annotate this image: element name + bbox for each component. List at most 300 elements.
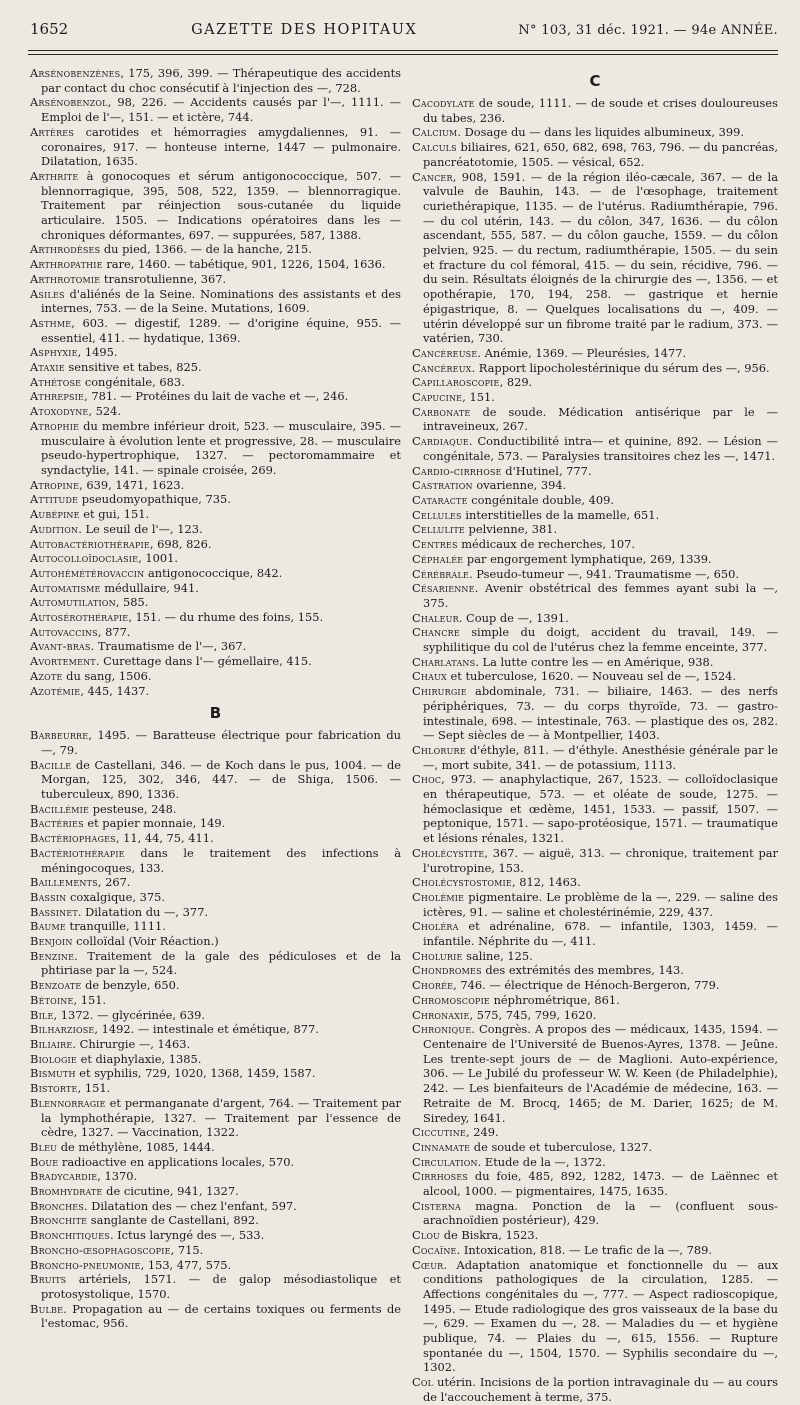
entry-text: , 877.	[97, 624, 131, 639]
page-header	[30, 20, 778, 48]
index-entry	[30, 595, 401, 610]
index-entry	[412, 125, 778, 140]
entry-text: de cicutine, 941, 1327.	[102, 1184, 239, 1199]
entry-term: Atoxodyne	[30, 404, 89, 419]
entry-term: Athrepsie	[30, 389, 85, 404]
index-entry	[412, 581, 778, 610]
entry-term: Chaleur	[412, 610, 459, 625]
entry-term: Chancre	[412, 625, 460, 640]
entry-text: . Dilatation du —, 377.	[77, 904, 209, 919]
entry-term: Ciccutine	[412, 1125, 466, 1140]
index-entry	[30, 1272, 401, 1301]
entry-term: Cholémie	[412, 889, 465, 904]
entry-text: , 698, 826.	[149, 536, 212, 551]
entry-text: . Ictus laryngé des —, 533.	[109, 1228, 265, 1243]
entry-term: Cellulite	[412, 522, 465, 537]
index-column-right	[412, 66, 778, 1404]
entry-text: et permanganate d'argent, 764. — Traitement par la lymphothérapie, 1327. — Traitement par l'essence de cèdre, 1327. — Vaccination, 1322.	[41, 1095, 401, 1140]
entry-text: du foie, 485, 892, 1282, 1473. — de Laënnec et alcool, 1000. — pigmentaires, 1475, 1635.	[423, 1169, 778, 1199]
entry-term: Bradycardie	[30, 1169, 98, 1184]
entry-text: , 267.	[97, 875, 131, 890]
index-entry	[30, 802, 401, 817]
entry-term: Benzoate	[30, 978, 82, 993]
entry-text: antigonococcique, 842.	[144, 565, 283, 580]
section-letter: B	[209, 704, 222, 723]
index-entry	[30, 492, 401, 507]
index-entry	[30, 1213, 401, 1228]
index-entry	[412, 743, 778, 772]
index-entry	[412, 508, 778, 523]
entry-term: Azote	[30, 668, 63, 683]
entry-term: Bactériothérapie	[30, 845, 125, 860]
index-entry	[412, 978, 778, 993]
index-entry	[30, 1081, 401, 1096]
index-entry	[412, 919, 778, 948]
entry-text: . Etude de la —, 1372.	[477, 1154, 606, 1169]
entry-text: ovarienne, 394.	[472, 478, 567, 493]
entry-text: , 153, 477, 575.	[140, 1257, 232, 1272]
entry-term: Cholécystostomie	[412, 875, 512, 890]
entry-text: à gonocoques et sérum antigonococcique, 507. — blennorragique, 395, 508, 522, 1359. — blennorragique. Traitement par réinjection sous-cutanée du liquide articulaire. 1505. — Indications opératoires dans les — chroniques déformantes, 697. — suppurées, 587, 1388.	[41, 168, 401, 242]
entry-text: pigmentaire. Le problème de la —, 229. — saline des ictères, 91. — saline et cholestérinémie, 229, 437.	[423, 889, 778, 919]
index-entry	[412, 464, 778, 479]
issue-info: N° 103, 31 déc. 1921. — 94e ANNÉE.	[518, 23, 778, 38]
entry-text: congénitale, 683.	[81, 374, 185, 389]
index-entry	[412, 140, 778, 169]
entry-term: Bulbe	[30, 1301, 64, 1316]
index-entry	[412, 537, 778, 552]
entry-text: . Rapport lipocholestérinique du sérum des —, 956.	[471, 360, 770, 375]
entry-term: Col	[412, 1375, 434, 1390]
index-entry	[412, 552, 778, 567]
entry-text: , 151.	[73, 992, 107, 1007]
index-entry	[30, 125, 401, 169]
entry-text: , 715.	[170, 1242, 204, 1257]
entry-term: Centres	[412, 537, 458, 552]
journal-title: GAZETTE DES HOPITAUX	[191, 22, 418, 38]
index-entry	[30, 1140, 401, 1155]
entry-term: Bilharziose	[30, 1022, 95, 1037]
entry-term: Avortement	[30, 654, 96, 669]
index-entry	[30, 978, 401, 993]
entry-text: , 973. — anaphylactique, 267, 1523. — colloïdoclasique en thérapeutique, 573. — et oléate de soude, 1275. — hémoclasique et œdème, 1451, 1533. — passif, 1507. — peptonique, 1571. — sapo-protéosique, 1571. — traumatique et lésions rénales, 1321.	[423, 772, 778, 846]
entry-term: Bismuth	[30, 1066, 76, 1081]
entry-text: , 829.	[499, 375, 533, 390]
entry-text: , 812, 1463.	[511, 875, 581, 890]
entry-term: Circulation	[412, 1154, 478, 1169]
entry-term: Cardiaque	[412, 434, 469, 449]
index-entry	[30, 478, 401, 493]
entry-text: du membre inférieur droit, 523. — musculaire, 395. — musculaire à évolution lente et progressive, 28. — musculaire pseudo-hypertrophique, 1327. — pectoromammaire et syndactylie, 141. — spinale croisée, 269.	[41, 418, 401, 477]
index-entry	[412, 669, 778, 684]
index-entry	[412, 684, 778, 743]
index-entry	[412, 375, 778, 390]
entry-term: Baume	[30, 919, 66, 934]
index-entry	[30, 419, 401, 478]
entry-text: des extrémités des membres, 143.	[481, 963, 684, 978]
entry-text: biliaires, 621, 650, 682, 698, 763, 796. — du pancréas, pancréatotomie, 1505. — vésical, 652.	[423, 140, 778, 169]
index-entry	[30, 639, 401, 654]
entry-text: . Anémie, 1369. — Pleurésies, 1477.	[477, 345, 687, 360]
index-entry	[30, 522, 401, 537]
index-entry	[30, 404, 401, 419]
entry-term: Clou	[412, 1228, 441, 1243]
entry-term: Audition	[30, 521, 79, 536]
entry-term: Carbonate	[412, 404, 471, 419]
entry-term: Bronches	[30, 1198, 84, 1213]
index-entry	[30, 993, 401, 1008]
entry-text: , 1001.	[138, 551, 179, 566]
index-entry	[412, 890, 778, 919]
entry-text: , 11, 44, 75, 411.	[115, 831, 214, 846]
index-entry	[30, 1022, 401, 1037]
entry-term: Atrophie	[30, 418, 80, 433]
index-entry	[412, 1199, 778, 1228]
entry-text: . Congrès. A propos des — médicaux, 1435, 1594. — Centenaire de l'Université de Buenos-Ayres, 1378. — Jeûne. Les trente-sept jours de — de Maglioni. Auto-expérience, 306. — Le Jubilé du professeur W. W. Keen (de Philadelphie), 242. — Les bienfaiteurs de l'Académie de médecine, 163. — Retraite de M. Brocq, 1465; de M. Darier, 1625; de M. Siredey, 1641.	[423, 1022, 778, 1125]
entry-text: . Adaptation anatomique et fonctionnelle du — aux conditions pathologiques de la circulation, 1285. — Affections congénitales du —, 777. — Aspect radioscopique, 1495. — Etude radiologique des gros vaisseaux de la base du —, 629. — Examen du —, 28. — Maladies du — et hygiène publique, 74. — Plaies du —, 615, 1556. — Rupture spontanée du —, 1504, 1570. — Syphilis secondaire du —, 1302.	[423, 1257, 778, 1375]
entry-term: Calcium	[412, 125, 458, 140]
entry-text: . Intoxication, 818. — Le trafic de la —, 789.	[456, 1242, 713, 1257]
entry-term: Choc	[412, 772, 442, 787]
entry-text: interstitielles de la mamelle, 651.	[461, 507, 660, 522]
entry-text: d'Hutinel, 777.	[501, 463, 592, 478]
entry-text: , 1370.	[97, 1169, 138, 1184]
entry-term: Azotémie	[30, 683, 81, 698]
entry-text: , 639, 1471, 1623.	[79, 477, 185, 492]
index-entry	[30, 287, 401, 316]
header-rule	[28, 50, 778, 55]
entry-text: et diaphylaxie, 1385.	[76, 1051, 202, 1066]
entry-term: Automutilation	[30, 595, 116, 610]
index-entry	[412, 434, 778, 463]
entry-text: dans le traitement des infections à méningocoques, 133.	[41, 845, 401, 875]
entry-text: simple du doigt, accident du travail, 149. — syphilitique du col de l'utérus chez la femme enceinte, 377.	[423, 625, 778, 655]
index-entry	[412, 846, 778, 875]
entry-term: Chronaxie	[412, 1007, 470, 1022]
index-entry	[412, 1008, 778, 1023]
index-entry	[412, 1258, 778, 1376]
entry-term: Cancéreux	[412, 360, 472, 375]
index-entry	[412, 1125, 778, 1140]
index-entry	[30, 66, 401, 95]
entry-text: . Traitement de la gale des pédiculoses et de la phtiriase par la —, 524.	[41, 948, 401, 978]
entry-term: Bronchite	[30, 1213, 88, 1228]
entry-text: sensitive et tabes, 825.	[64, 360, 202, 375]
entry-text: congénitale double, 409.	[467, 492, 614, 507]
entry-text: coxalgique, 375.	[66, 889, 165, 904]
entry-term: Benjoin	[30, 934, 73, 949]
entry-text: , 1492. — intestinale et émétique, 877.	[94, 1022, 319, 1037]
entry-text: de Castellani, 346. — de Koch dans le pus, 1004. — de Morgan, 125, 302, 346, 447. — de Shiga, 1506. — tuberculeux, 890, 1336.	[41, 757, 401, 802]
entry-term: Cacodylate	[412, 96, 475, 110]
entry-term: Biologie	[30, 1051, 77, 1066]
index-entry	[30, 507, 401, 522]
index-entry	[30, 758, 401, 802]
entry-text: . Coup de —, 1391.	[458, 610, 569, 625]
entry-text: artériels, 1571. — de galop mésodiastolique et protosystolique, 1570.	[41, 1272, 401, 1301]
entry-text: , 1372. — glycérinée, 639.	[53, 1007, 205, 1022]
entry-text: saline, 125.	[462, 948, 533, 963]
entry-text: . Propagation au — de certains toxiques ou ferments de l'estomac, 956.	[41, 1301, 401, 1331]
entry-term: Barbeurre	[30, 728, 89, 743]
entry-term: Cisterna	[412, 1198, 461, 1213]
entry-term: Bétoine	[30, 992, 74, 1007]
entry-text: de soude, 1111. — de soude et crises douloureuses du tabes, 236.	[423, 96, 778, 125]
index-entry	[412, 493, 778, 508]
index-entry	[30, 169, 401, 243]
index-entry	[412, 522, 778, 537]
entry-term: Arthropathie	[30, 257, 103, 272]
index-entry	[30, 654, 401, 669]
index-entry	[30, 1302, 401, 1331]
entry-term: Bromhydrate	[30, 1184, 103, 1199]
entry-term: Bactéries	[30, 816, 84, 831]
index-entry	[412, 949, 778, 964]
index-entry	[30, 610, 401, 625]
index-entry	[30, 1258, 401, 1273]
entry-text: . Traumatisme de l'—, 367.	[90, 639, 247, 654]
index-entry	[412, 993, 778, 1008]
index-entry	[412, 390, 778, 405]
entry-text: et syphilis, 729, 1020, 1368, 1459, 1587.	[75, 1066, 316, 1081]
index-entry	[30, 905, 401, 920]
index-entry	[30, 728, 401, 757]
index-entry	[412, 963, 778, 978]
entry-text: rare, 1460. — tabétique, 901, 1226, 1504, 1636.	[102, 257, 386, 272]
index-entry	[30, 684, 401, 699]
entry-text: , 151. — du rhume des foins, 155.	[128, 610, 324, 625]
entry-term: Cholurie	[412, 948, 463, 963]
index-entry	[30, 345, 401, 360]
index-entry	[412, 567, 778, 582]
entry-term: Cérébrale	[412, 566, 470, 581]
index-entry	[30, 1184, 401, 1199]
index-entry	[412, 346, 778, 361]
index-entry	[30, 919, 401, 934]
entry-text: , 1495.	[77, 345, 118, 360]
entry-term: Cocaïne	[412, 1242, 457, 1257]
entry-text: . Pseudo-tumeur —, 941. Traumatisme —, 650.	[469, 566, 740, 581]
entry-term: Bruits	[30, 1272, 67, 1287]
entry-text: pelvienne, 381.	[464, 522, 558, 537]
entry-term: Biliaire	[30, 1037, 73, 1051]
entry-text: , 908, 1591. — de la région iléo-cæcale, 367. — de la valvule de Bauhin, 143. — de l'œsophage, traitement curiethérapique, 1135. — de l'utérus. Radiumthérapie, 796. — du col utérin, 143. — du côlon, 347, 1636. — du côlon ascendant, 555, 587. — du côlon gauche, 1559. — du côlon pelvien, 925. — du rectum, radiumthérapie, 1505. — du sein et fracture du col fémoral, 415. — du sein, récidive, 796. — du sein. Résultats éloignés de la chirurgie des —, 1356. — et opothérapie, 170, 194, 258. — gastrique et hernie épigastrique, 8. — Quelques localisations du —, 409. — utérin développé sur un fibrome traité par le radium, 373. — vatérien, 730.	[423, 169, 778, 346]
entry-term: Baillements	[30, 875, 98, 890]
entry-term: Bassin	[30, 889, 67, 904]
entry-term: Boue	[30, 1154, 59, 1169]
entry-term: Céphalée	[412, 551, 464, 566]
entry-term: Autobactériothérapie	[30, 536, 150, 551]
index-entry	[30, 1096, 401, 1140]
index-entry	[30, 1052, 401, 1067]
entry-term: Cancer	[412, 169, 453, 184]
index-entry	[30, 316, 401, 345]
index-entry	[30, 389, 401, 404]
entry-term: Chaux	[412, 669, 447, 684]
entry-text: sanglante de Castellani, 892.	[87, 1213, 259, 1228]
entry-text: pesteuse, 248.	[89, 801, 177, 816]
page-number: 1652	[30, 20, 69, 38]
entry-text: magna. Ponction de la — (confluent sous-arachnoïdien postérieur), 429.	[423, 1198, 778, 1228]
entry-term: Cataracte	[412, 492, 468, 507]
entry-text: médullaire, 941.	[100, 580, 199, 595]
index-entry	[30, 1066, 401, 1081]
entry-text: , 151.	[77, 1081, 111, 1096]
index-entry	[412, 478, 778, 493]
entry-term: Asiles	[30, 286, 65, 301]
entry-text: , 603. — digestif, 1289. — d'origine équine, 955. — essentiel, 411. — hydatique, 1369.	[41, 315, 401, 345]
entry-text: . Conductibilité intra— et quinine, 892. — Lésion — congénitale, 573. — Paralysies transitoires chez les —, 1471.	[423, 434, 778, 463]
index-entry	[412, 1140, 778, 1155]
entry-term: Chondromes	[412, 963, 482, 978]
entry-term: Arthrodèses	[30, 242, 101, 257]
entry-text: et tuberculose, 1620. — Nouveau sel de —, 1524.	[446, 669, 736, 684]
entry-term: Arthrotomie	[30, 271, 101, 286]
entry-text: . Curettage dans l'— gémellaire, 415.	[95, 654, 312, 669]
entry-term: Calculs	[412, 140, 457, 155]
entry-text: et papier monnaie, 149.	[83, 816, 226, 831]
index-entry	[30, 934, 401, 949]
entry-term: Arthrite	[30, 168, 79, 183]
index-entry	[30, 1243, 401, 1258]
index-entry	[412, 1375, 778, 1404]
entry-term: Autohémétérovaccin	[30, 565, 145, 580]
entry-term: Bile	[30, 1007, 54, 1022]
index-entry	[30, 1008, 401, 1023]
index-entry	[412, 1228, 778, 1243]
entry-term: Castration	[412, 478, 473, 493]
index-entry	[412, 1169, 778, 1198]
entry-term: Chlorure	[412, 742, 466, 757]
index-entry	[30, 537, 401, 552]
index-entry	[412, 875, 778, 890]
entry-text: de soude. Médication antisérique par le — intraveineux, 267.	[423, 404, 778, 434]
entry-text: de méthylène, 1085, 1444.	[57, 1139, 215, 1154]
index-entry	[30, 1037, 401, 1052]
entry-term: Autovaccins	[30, 624, 98, 639]
entry-text: , 249.	[466, 1125, 499, 1140]
entry-term: Cœur	[412, 1257, 444, 1272]
entry-text: par engorgement lymphatique, 269, 1339.	[463, 551, 712, 566]
index-entry	[412, 170, 778, 346]
entry-text: d'aliénés de la Seine. Nominations des assistants et des internes, 753. — de la Seine. Mutations, 1609.	[41, 286, 401, 316]
index-entry	[30, 831, 401, 846]
entry-term: Bleu	[30, 1139, 58, 1154]
entry-text: , 1495. — Baratteuse électrique pour fabrication du —, 79.	[41, 728, 401, 757]
entry-text: , 151.	[462, 390, 495, 405]
entry-text: colloïdal (Voir Réaction.)	[72, 934, 219, 949]
index-entry	[30, 625, 401, 640]
entry-term: Chirurgie	[412, 684, 467, 699]
index-entry	[412, 655, 778, 670]
entry-term: Choléra	[412, 919, 459, 934]
entry-text: néphrométrique, 861.	[489, 992, 620, 1007]
index-entry	[412, 96, 778, 125]
entry-term: Artères	[30, 124, 75, 139]
index-entry	[30, 890, 401, 905]
entry-text: . Avenir obstétrical des femmes ayant subi la —, 375.	[423, 581, 778, 610]
entry-term: Asphyxie	[30, 345, 78, 360]
index-entry	[412, 772, 778, 846]
index-entry	[30, 257, 401, 272]
entry-term: Cholécystite	[412, 845, 485, 860]
entry-text: du sang, 1506.	[62, 668, 152, 683]
index-entry	[30, 551, 401, 566]
entry-term: Autosérothérapie	[30, 610, 129, 625]
entry-term: Chorée	[412, 978, 454, 993]
entry-term: Autocolloïdoclasie	[30, 551, 139, 566]
entry-text: , 175, 396, 399. — Thérapeutique des accidents par contact du choc consécutif à l'injection des —, 728.	[41, 66, 401, 95]
entry-term: Broncho-pneumonie	[30, 1257, 141, 1272]
index-entry	[30, 566, 401, 581]
entry-term: Athétose	[30, 374, 82, 389]
entry-text: du pied, 1366. — de la hanche, 215.	[100, 242, 312, 257]
entry-text: de Biskra, 1523.	[440, 1228, 539, 1243]
entry-term: Cardio-cirrhose	[412, 463, 502, 478]
index-entry	[412, 1022, 778, 1125]
index-entry	[30, 272, 401, 287]
entry-text: . La lutte contre les — en Amérique, 938.	[475, 654, 714, 669]
entry-text: , 445, 1437.	[80, 683, 150, 698]
index-entry	[412, 1155, 778, 1170]
entry-text: pseudomyopathique, 735.	[78, 492, 231, 507]
section-letter: C	[589, 72, 601, 90]
entry-term: Chromoscopie	[412, 992, 490, 1007]
entry-term: Ataxie	[30, 360, 65, 375]
entry-text: et gui, 151.	[79, 507, 150, 522]
entry-term: Automatisme	[30, 580, 101, 595]
index-entry	[30, 949, 401, 978]
entry-text: radioactive en applications locales, 570.	[58, 1154, 295, 1169]
entry-term: Césarienne	[412, 581, 475, 596]
entry-term: Capucine	[412, 390, 463, 405]
index-entry	[30, 816, 401, 831]
entry-text: , 746. — électrique de Hénoch-Bergeron, 779.	[453, 978, 720, 993]
entry-text: . Dilatation des — chez l'enfant, 597.	[83, 1198, 297, 1213]
entry-term: Atropine	[30, 477, 80, 492]
entry-text: de benzyle, 650.	[81, 978, 180, 993]
entry-term: Avant-bras	[30, 639, 91, 654]
entry-term: Chronique	[412, 1022, 472, 1037]
entry-term: Aubépine	[30, 507, 80, 522]
index-entry	[30, 581, 401, 596]
index-entry	[412, 611, 778, 626]
entry-text: médicaux de recherches, 107.	[457, 537, 635, 552]
entry-text: abdominale, 731. — biliaire, 1463. — des nerfs périphériques, 73. — du corps thyroïde, 73. — gastro-intestinale, 698. — intestinale, 763. — plastique des os, 282. — Sept siècles de — à Montpellier, 1403.	[423, 684, 778, 743]
index-entry	[412, 1243, 778, 1258]
entry-text: carotides et hémorragies amygdaliennes, 91. — coronaires, 917. — honteuse interne, 1447 — pulmonaire. Dilatation, 1635.	[41, 124, 401, 169]
entry-term: Bronchitiques	[30, 1228, 110, 1243]
index-entry	[30, 1155, 401, 1170]
index-entry	[30, 1169, 401, 1184]
entry-term: Bactériophages	[30, 831, 116, 846]
entry-text: de soude et tuberculose, 1327.	[470, 1139, 653, 1154]
index-entry	[30, 669, 401, 684]
index-entry	[30, 1228, 401, 1243]
entry-term: Broncho-œsophagoscopie	[30, 1242, 171, 1257]
entry-term: Attitude	[30, 492, 79, 507]
entry-text: . Dosage du — dans les liquides albumineux, 399.	[457, 125, 744, 140]
index-entry	[412, 361, 778, 376]
entry-text: , 98, 226. — Accidents causés par l'—, 1111. — Emploi de l'—, 151. — et ictère, 744.	[41, 95, 401, 125]
entry-term: Arsénobenzol	[30, 95, 108, 110]
entry-text: , 367. — aiguë, 313. — chronique, traitement par l'urotropine, 153.	[423, 845, 778, 875]
entry-term: Blennorragie	[30, 1095, 106, 1110]
entry-term: Bassinet	[30, 904, 78, 919]
index-entry	[30, 875, 401, 890]
entry-text: , 781. — Protéines du lait de vache et —, 246.	[84, 389, 349, 404]
entry-term: Arsénobenzènes	[30, 66, 121, 80]
